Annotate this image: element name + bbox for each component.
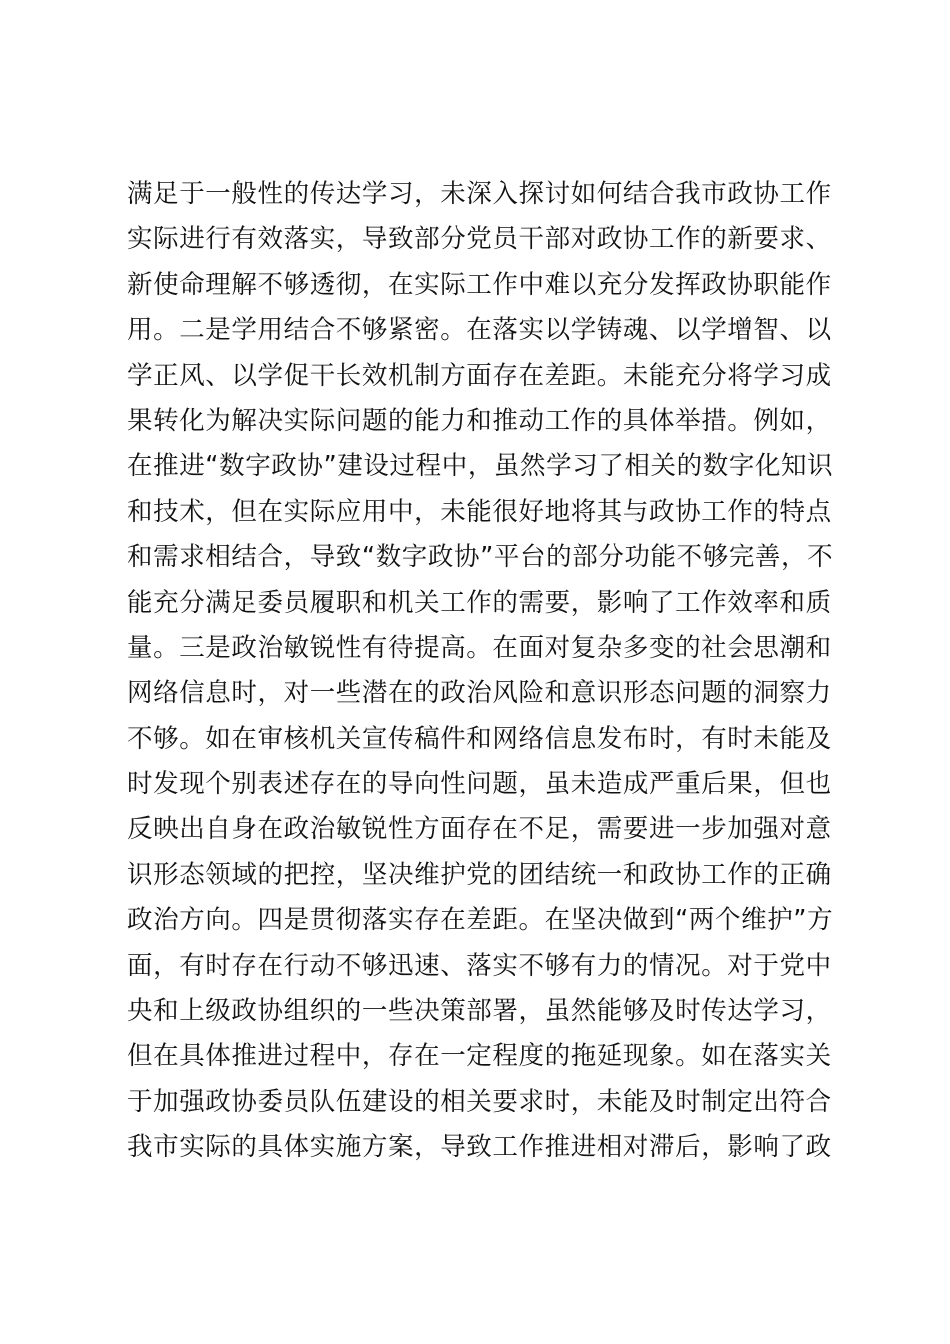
text-line: 反映出自身在政治敏锐性方面存在不足，需要进一步加强对意 bbox=[127, 814, 832, 845]
text-line: 于加强政协委员队伍建设的相关要求时，未能及时制定出符合 bbox=[127, 1086, 832, 1117]
text-line: 面，有时存在行动不够迅速、落实不够有力的情况。对于党中 bbox=[127, 950, 832, 981]
text-line: 在推进“数字政协”建设过程中，虽然学习了相关的数字化知识 bbox=[127, 451, 834, 482]
text-line: 新使命理解不够透彻，在实际工作中难以充分发挥政协职能作 bbox=[127, 269, 832, 300]
text-line: 和技术，但在实际应用中，未能很好地将其与政协工作的特点 bbox=[127, 496, 832, 527]
text-line: 用。二是学用结合不够紧密。在落实以学铸魂、以学增智、以 bbox=[127, 315, 832, 346]
text-line: 不够。如在审核机关宣传稿件和网络信息发布时，有时未能及 bbox=[127, 723, 832, 754]
text-line: 满足于一般性的传达学习，未深入探讨如何结合我市政协工作 bbox=[127, 179, 832, 209]
text-line: 和需求相结合，导致“数字政协”平台的部分功能不够完善，不 bbox=[127, 542, 834, 573]
text-line: 我市实际的具体实施方案，导致工作推进相对滞后，影响了政 bbox=[127, 1132, 832, 1163]
body-text bbox=[127, 172, 834, 1171]
text-line: 但在具体推进过程中，存在一定程度的拖延现象。如在落实关 bbox=[127, 1041, 832, 1072]
text-line: 学正风、以学促干长效机制方面存在差距。未能充分将学习成 bbox=[127, 360, 832, 391]
text-line: 识形态领域的把控，坚决维护党的团结统一和政协工作的正确 bbox=[127, 859, 832, 890]
text-line: 果转化为解决实际问题的能力和推动工作的具体举措。例如， bbox=[127, 405, 832, 436]
text-line: 政治方向。四是贯彻落实存在差距。在坚决做到“两个维护”方 bbox=[127, 905, 834, 936]
text-line: 实际进行有效落实，导致部分党员干部对政协工作的新要求、 bbox=[127, 224, 832, 255]
text-line: 时发现个别表述存在的导向性问题，虽未造成严重后果，但也 bbox=[127, 769, 832, 800]
text-line: 量。三是政治敏锐性有待提高。在面对复杂多变的社会思潮和 bbox=[127, 632, 832, 663]
text-line: 能充分满足委员履职和机关工作的需要，影响了工作效率和质 bbox=[127, 587, 832, 618]
text-line: 网络信息时，对一些潜在的政治风险和意识形态问题的洞察力 bbox=[127, 678, 832, 709]
text-line: 央和上级政协组织的一些决策部署，虽然能够及时传达学习， bbox=[127, 996, 832, 1027]
